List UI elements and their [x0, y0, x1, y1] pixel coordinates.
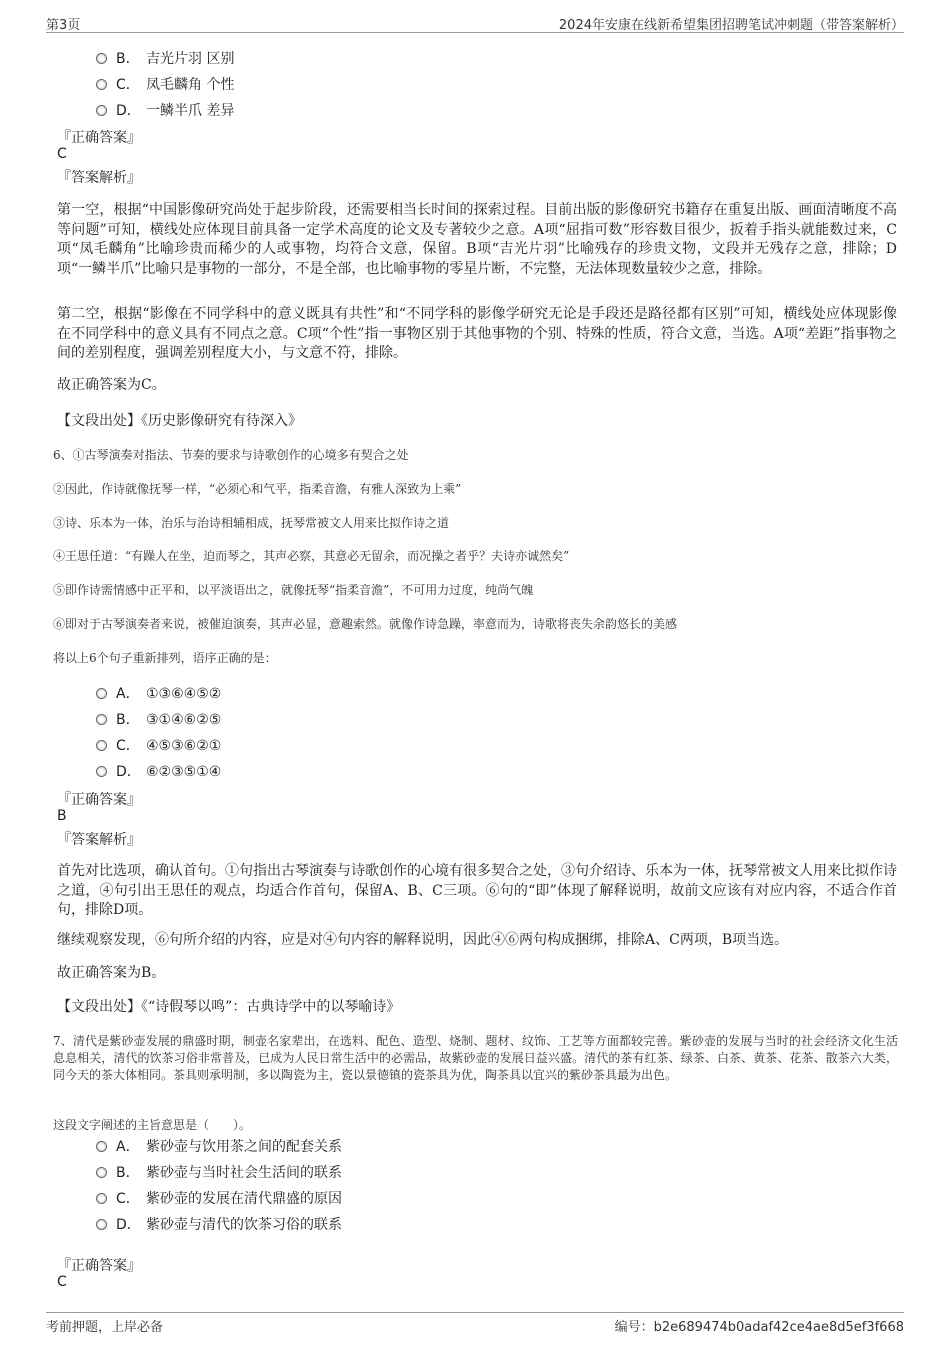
option-a[interactable]: A． ①③⑥④⑤② [96, 683, 221, 703]
sentence-item: ③诗、乐本为一体，治乐与治诗相辅相成，抚琴常被文人用来比拟作诗之道 [53, 516, 450, 530]
radio-icon[interactable] [96, 1219, 107, 1230]
answer-tag: 『正确答案』 [57, 130, 141, 146]
page-header [46, 10, 904, 33]
question-prompt: 这段文字阐述的主旨意思是（ ）。 [53, 1118, 252, 1132]
correct-answer: B [57, 808, 67, 824]
option-b[interactable]: B． 吉光片羽 区别 [96, 48, 234, 68]
sentence-item: ④王思任道：“有躁人在坐，迫而琴之，其声必察，其意必无留余，而况操之者乎？夫诗亦诚然矣” [53, 549, 570, 563]
radio-icon[interactable] [96, 766, 107, 777]
analysis-tag: 『答案解析』 [57, 832, 141, 848]
question-stem: 7、清代是紫砂壶发展的鼎盛时期，制壶名家辈出，在选料、配色、造型、烧制、题材、纹饰、工艺等方面都较完善。紫砂壶的发展与当时的社会经济文化生活息息相关，清代的饮茶习俗非常普及，已成为人民日常生活中的必需品，故紫砂壶的发展日益兴盛。清代的茶有红茶、绿茶、白茶、黄茶、花茶、散茶六大类，同今天的茶大体相同。茶具则承明制，多以陶瓷为主，瓷以景德镇的瓷茶具为优，陶茶具以宜兴的紫砂茶具最为出色。 [53, 1034, 898, 1082]
document-title: 2024年安康在线新希望集团招聘笔试冲刺题（带答案解析） [558, 18, 904, 33]
source-citation: 【文段出处】《历史影像研究有待深入》 [57, 413, 302, 429]
question-prompt: 将以上6个句子重新排列，语序正确的是： [53, 651, 277, 665]
page-number: 第3页 [46, 18, 81, 33]
option-c[interactable]: C． 紫砂壶的发展在清代鼎盛的原因 [96, 1188, 342, 1208]
option-c[interactable]: C． ④⑤③⑥②① [96, 735, 221, 755]
question-stem: 6、①古琴演奏对指法、节奏的要求与诗歌创作的心境多有契合之处 [53, 448, 409, 462]
radio-icon[interactable] [96, 1167, 107, 1178]
page-footer [46, 1312, 904, 1337]
sentence-item: ⑥即对于古琴演奏者来说，被催迫演奏，其声必显，意趣索然。就像作诗急躁，率意而为，诗歌将丧失余韵悠长的美感 [53, 617, 678, 631]
option-c[interactable]: C． 凤毛麟角 个性 [96, 74, 234, 94]
radio-icon[interactable] [96, 53, 107, 64]
analysis-paragraph: 首先对比选项，确认首句。①句指出古琴演奏与诗歌创作的心境有很多契合之处，③句介绍诗、乐本为一体，抚琴常被文人用来比拟作诗之道，④句引出王思任的观点，均适合作首句，保留A、B、C三项。⑥句的“即”体现了解释说明，故前文应该有对应内容，不适合作首句，排除D项。 [57, 863, 897, 918]
sentence-item: ⑤即作诗需情感中正平和，以平淡语出之，就像抚琴“指柔音澹”，不可用力过度，纯尚气魄 [53, 583, 534, 597]
radio-icon[interactable] [96, 740, 107, 751]
answer-tag: 『正确答案』 [57, 792, 141, 808]
option-d[interactable]: D． ⑥②③⑤①④ [96, 761, 221, 781]
source-citation: 【文段出处】《“诗假琴以鸣”：古典诗学中的以琴喻诗》 [57, 999, 401, 1015]
analysis-paragraph: 继续观察发现，⑥句所介绍的内容，应是对④句内容的解释说明，因此④⑥两句构成捆绑，排除A、C两项，B项当选。 [57, 932, 789, 948]
sentence-item: ②因此，作诗就像抚琴一样，“必须心和气平，指柔音澹，有雅人深致为上乘” [53, 482, 462, 496]
option-b[interactable]: B． 紫砂壶与当时社会生活间的联系 [96, 1162, 342, 1182]
radio-icon[interactable] [96, 1193, 107, 1204]
footer-slogan: 考前押题，上岸必备 [46, 1320, 164, 1335]
analysis-conclusion: 故正确答案为C。 [57, 377, 166, 393]
correct-answer: C [57, 146, 67, 162]
radio-icon[interactable] [96, 714, 107, 725]
correct-answer: C [57, 1274, 67, 1290]
radio-icon[interactable] [96, 105, 107, 116]
radio-icon[interactable] [96, 79, 107, 90]
option-d[interactable]: D． 一鳞半爪 差异 [96, 100, 234, 120]
radio-icon[interactable] [96, 1141, 107, 1152]
analysis-paragraph: 第二空，根据“影像在不同学科中的意义既具有共性”和“不同学科的影像学研究无论是手段还是路径都有区别”可知，横线处应体现影像在不同学科中的意义具有不同点之意。C项“个性”指一事物区别于其他事物的个别、特殊的性质，符合文意，当选。A项“差距”指事物之间的差别程度，强调差别程度大小，与文意不符，排除。 [57, 306, 897, 361]
option-d[interactable]: D． 紫砂壶与清代的饮茶习俗的联系 [96, 1214, 342, 1234]
analysis-paragraph: 第一空，根据“中国影像研究尚处于起步阶段，还需要相当长时间的探索过程。目前出版的影像研究书籍存在重复出版、画面清晰度不高等问题”可知，横线处应体现目前具备一定学术高度的论文及专著较少之意。A项“屈指可数”形容数目很少，扳着手指头就能数过来，C项“凤毛麟角”比喻珍贵而稀少的人或事物，均符合文意，保留。B项“吉光片羽”比喻残存的珍贵文物，文段并无残存之意，排除；D项“一鳞半爪”比喻只是事物的一部分，不是全部，也比喻事物的零星片断，不完整，无法体现数量较少之意，排除。 [57, 202, 897, 277]
radio-icon[interactable] [96, 688, 107, 699]
option-b[interactable]: B． ③①④⑥②⑤ [96, 709, 221, 729]
answer-tag: 『正确答案』 [57, 1258, 141, 1274]
analysis-tag: 『答案解析』 [57, 170, 141, 186]
analysis-conclusion: 故正确答案为B。 [57, 965, 166, 981]
option-a[interactable]: A． 紫砂壶与饮用茶之间的配套关系 [96, 1136, 342, 1156]
document-id: 编号：b2e689474b0adaf42ce4ae8d5ef3f668 [614, 1320, 904, 1335]
